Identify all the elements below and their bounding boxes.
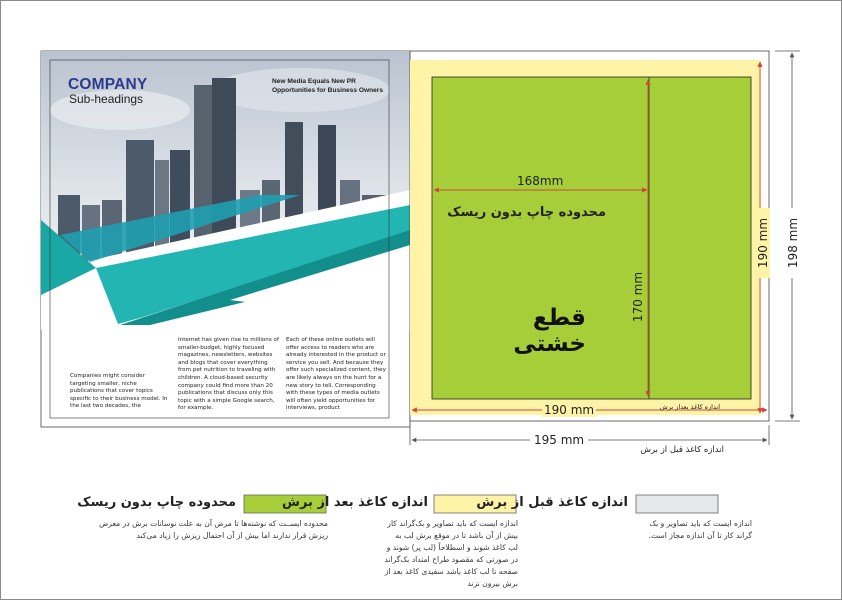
company-logo-text: COMPANY [68, 76, 148, 93]
legend-desc-safe-print: محدوده ایســت که نوشته‌ها تا مرض آن به علت نوسانات برش در معرض ریزش قرار ندارند اما بیش از آن احتمال ریزش را زیاد می‌کند [99, 519, 328, 540]
brochure-column-1: Companies might consider targeting smaller, niche publications that cover topics specific to their business model. In the last two decades, the [70, 373, 168, 410]
safe-print-label: محدوده چاپ بدون ریسک [447, 205, 606, 220]
dim-195-label: 195 mm [530, 433, 588, 447]
dim-198-label: 198 mm [786, 208, 800, 278]
brochure-headline [272, 77, 392, 95]
right-page [410, 51, 769, 421]
legend-swatch-before-trim [636, 495, 718, 513]
trimmed-size-small-label: اندازه کاغذ بعداز برش [659, 403, 720, 411]
dim-190-width-label: 190 mm [544, 403, 595, 417]
legend-title-before-trim: اندازه کاغذ قبل از برش [476, 495, 628, 510]
brochure-column-2: Internet has given rise to millions of smaller-budget, highly focused magazines, newsletters, websites and blogs that cover everything from pet nutrition to traveling with children. A cloud-based security company could find more than 20 publications that discuss only this topic with a simple Google search, for example. [178, 337, 279, 412]
legend-title-safe-print: محدوده چاپ بدون ریسک [77, 495, 236, 510]
sub-headings: Sub-headings [69, 92, 144, 106]
headline-line-2: Opportunities for Business Owners [272, 87, 384, 94]
format-name: قطع خشتی [513, 305, 586, 357]
legend-desc-after-trim: اندازه ایست که باید تصاویر و بک‌گراند کار بیش از آن باشد تا در موقع برش لب به لب کاغذ شوند و اسطلاحاً (لب پر) شوند و در صورتی که مقصود طراح امتداد بک‌گراند صفحه تا لب کاغذ باشد سفیدی کاغذ بعد از برش بیرون نزند [384, 519, 518, 588]
legend-desc-before-trim: اندازه ایست که باید تصاویر و بک گراند کار تا آن اندازه مجاز است. [648, 519, 752, 540]
dim-190-height-label: 190 mm [756, 208, 770, 278]
dim-170-label: 170 mm [631, 271, 645, 323]
headline-line-1: New Media Equals New PR [272, 78, 356, 85]
legend-title-after-trim: اندازه کاغذ بعد از برش [282, 495, 428, 510]
before-trim-caption: اندازه کاغذ قبل از برش [640, 445, 724, 455]
brochure-column-3: Each of these online outlets will offer access to readers who are already interested in the product or service you sell. And because they offer such specialized content, they are likely always on the hunt for a new story to tell. Corresponding with these types of media outlets will often yield opportunities for interviews, product [286, 337, 386, 412]
dim-168-label: 168mm [517, 174, 564, 188]
